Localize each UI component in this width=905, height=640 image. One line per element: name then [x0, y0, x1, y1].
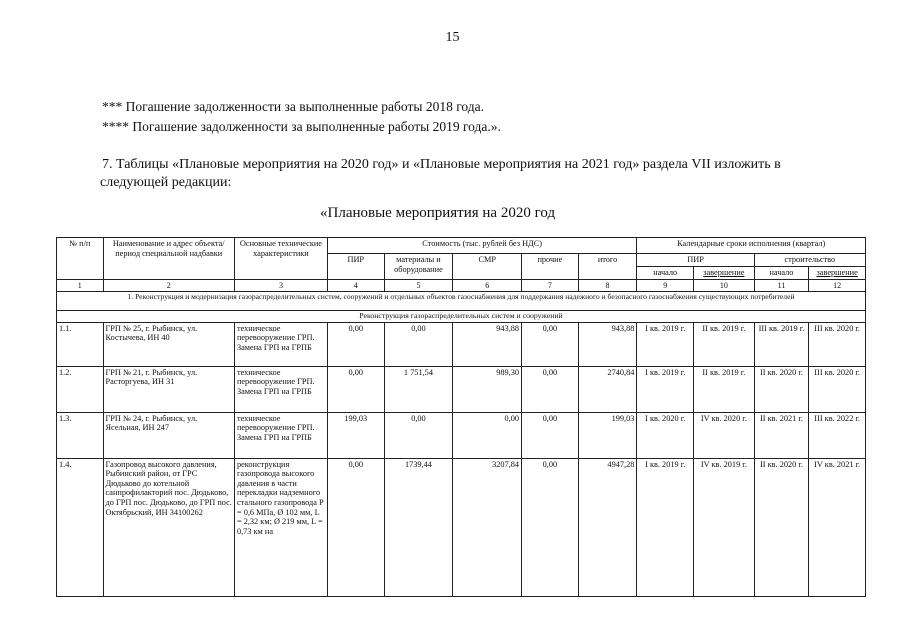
header-cost-group: Стоимость (тыс. рублей без НДС) — [327, 238, 636, 254]
row-build-start: III кв. 2019 г. — [754, 322, 809, 366]
row-num: 1.4. — [57, 458, 104, 596]
header-tech: Основные технические характеристики — [234, 238, 327, 280]
row-name: ГРП № 21, г. Рыбинск, ул. Расторгуева, ИН 31 — [103, 366, 234, 412]
row-build-start: II кв. 2020 г. — [754, 458, 809, 596]
page-number: 15 — [445, 30, 460, 45]
header-schedule-pir: ПИР — [637, 254, 754, 267]
header-name: Наименование и адрес объекта/ период специальной надбавки — [103, 238, 234, 280]
row-name: Газопровод высокого давления, Рыбинский район, от ГРС Дюдьково до котельной санпрофилакторий пос. Дюдьково, до ГРП пос. Дюдьково, до ГРП пос. Октябрьский, ИН 34100262 — [103, 458, 234, 596]
row-materials: 0,00 — [384, 322, 453, 366]
header-build-start: начало — [754, 267, 809, 280]
table-row — [57, 412, 866, 458]
row-pir-end: IV кв. 2020 г. — [694, 412, 755, 458]
row-build-start: II кв. 2021 г. — [754, 412, 809, 458]
header-num: № п/п — [57, 238, 104, 280]
row-pir-cost: 199,03 — [327, 412, 384, 458]
column-number: 12 — [809, 280, 866, 292]
header-pir-start: начало — [637, 267, 694, 280]
row-total: 4947,28 — [578, 458, 637, 596]
header-other: прочие — [522, 254, 579, 280]
column-number: 6 — [453, 280, 522, 292]
row-build-end: III кв. 2020 г. — [809, 322, 866, 366]
row-other: 0,00 — [522, 458, 579, 596]
footnote-triple-asterisk: *** Погашение задолженности за выполненные работы 2018 года. — [102, 99, 485, 114]
column-number: 1 — [57, 280, 104, 292]
row-pir-start: I кв. 2020 г. — [637, 412, 694, 458]
column-number: 8 — [578, 280, 637, 292]
column-number: 10 — [694, 280, 755, 292]
row-total: 199,03 — [578, 412, 637, 458]
amendment-paragraph — [102, 156, 862, 192]
table-title: «Плановые мероприятия на 2020 год — [320, 205, 556, 221]
header-row-1 — [57, 238, 866, 254]
row-num: 1.1. — [57, 322, 104, 366]
row-build-end: IV кв. 2021 г. — [809, 458, 866, 596]
column-number: 2 — [103, 280, 234, 292]
row-total: 943,88 — [578, 322, 637, 366]
subsection-row — [57, 311, 866, 323]
table-row — [57, 458, 866, 596]
header-materials: материалы и оборудование — [384, 254, 453, 280]
row-smr: 943,88 — [453, 322, 522, 366]
row-num: 1.3. — [57, 412, 104, 458]
amendment-paragraph-line-2: следующей редакции: — [100, 175, 232, 190]
row-pir-end: II кв. 2019 г. — [694, 366, 755, 412]
subsection-title: Реконструкция газораспределительных систем и сооружений — [57, 311, 866, 323]
row-other: 0,00 — [522, 366, 579, 412]
column-number: 9 — [637, 280, 694, 292]
row-pir-start: I кв. 2019 г. — [637, 322, 694, 366]
row-smr: 0,00 — [453, 412, 522, 458]
planned-measures-table — [56, 237, 866, 597]
row-materials: 0,00 — [384, 412, 453, 458]
row-tech: техническое перевооружение ГРП. Замена ГРП на ГРПБ — [234, 412, 327, 458]
row-pir-start: I кв. 2019 г. — [637, 458, 694, 596]
row-tech: техническое перевооружение ГРП. Замена ГРП на ГРПБ — [234, 366, 327, 412]
row-pir-start: I кв. 2019 г. — [637, 366, 694, 412]
row-build-end: III кв. 2020 г. — [809, 366, 866, 412]
row-pir-cost: 0,00 — [327, 366, 384, 412]
section-title: 1. Реконструкция и модернизация газораспределительных систем, сооружений и отдельных объектов газоснабжения для поддержания надежного и безопасного газоснабжения существующих потребителей — [57, 292, 866, 311]
column-number: 3 — [234, 280, 327, 292]
table-row — [57, 322, 866, 366]
column-number: 4 — [327, 280, 384, 292]
row-build-start: II кв. 2020 г. — [754, 366, 809, 412]
header-build-end: завершение — [809, 267, 866, 280]
row-other: 0,00 — [522, 412, 579, 458]
row-tech: техническое перевооружение ГРП. Замена ГРП на ГРПБ — [234, 322, 327, 366]
header-total: итого — [578, 254, 637, 280]
header-smr: СМР — [453, 254, 522, 280]
header-pir-end: завершение — [694, 267, 755, 280]
row-build-end: III кв. 2022 г. — [809, 412, 866, 458]
column-number: 11 — [754, 280, 809, 292]
row-name: ГРП № 25, г. Рыбинск, ул. Костычева, ИН 40 — [103, 322, 234, 366]
header-schedule-build: строительство — [754, 254, 865, 267]
row-pir-cost: 0,00 — [327, 322, 384, 366]
row-pir-end: II кв. 2019 г. — [694, 322, 755, 366]
table-row — [57, 366, 866, 412]
column-number-row — [57, 280, 866, 292]
row-other: 0,00 — [522, 322, 579, 366]
column-number: 7 — [522, 280, 579, 292]
row-pir-end: IV кв. 2019 г. — [694, 458, 755, 596]
row-materials: 1739,44 — [384, 458, 453, 596]
row-total: 2740,84 — [578, 366, 637, 412]
amendment-paragraph-line-1: 7. Таблицы «Плановые мероприятия на 2020 год» и «Плановые мероприятия на 2021 год» раздела VII изложить в — [102, 157, 781, 172]
header-pir-cost: ПИР — [327, 254, 384, 280]
row-name: ГРП № 24, г. Рыбинск, ул. Ясельная, ИН 247 — [103, 412, 234, 458]
row-materials: 1 751,54 — [384, 366, 453, 412]
header-schedule-group: Календарные сроки исполнения (квартал) — [637, 238, 866, 254]
column-number: 5 — [384, 280, 453, 292]
section-row — [57, 292, 866, 311]
row-pir-cost: 0,00 — [327, 458, 384, 596]
footnote-quadruple-asterisk: **** Погашение задолженности за выполненные работы 2019 года.». — [102, 119, 501, 134]
row-smr: 3207,84 — [453, 458, 522, 596]
row-smr: 989,30 — [453, 366, 522, 412]
row-tech: реконструкция газопровода высокого давления в части перекладки надземного стального газопровода P = 0,6 МПа, Ø 102 мм, L = 2,32 км; Ø 219 мм, L = 0,73 км на — [234, 458, 327, 596]
row-num: 1.2. — [57, 366, 104, 412]
